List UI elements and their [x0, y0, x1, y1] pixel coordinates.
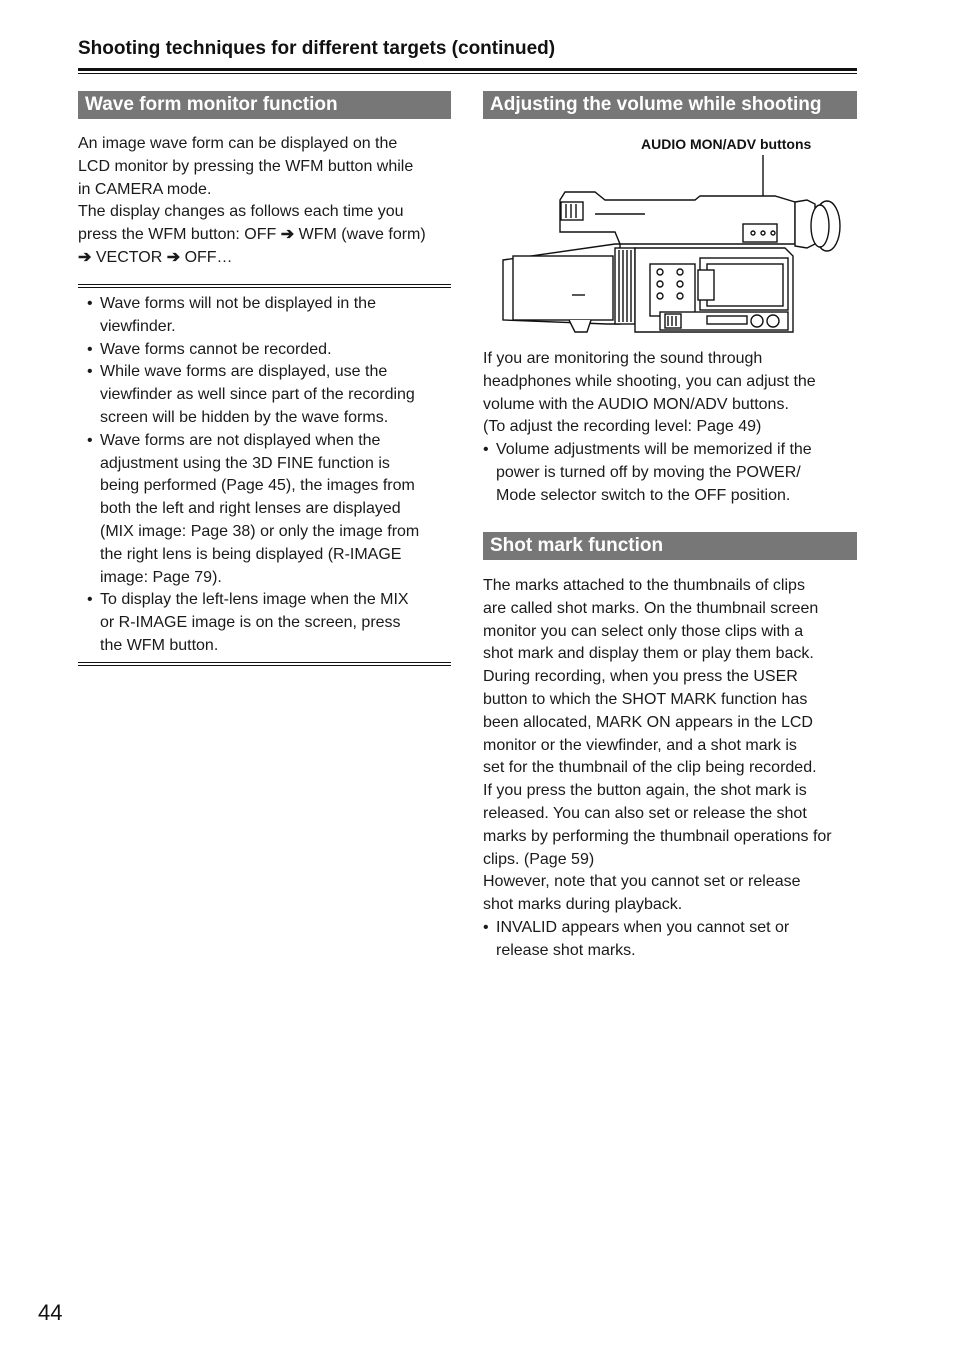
shot-mark-line: set for the thumbnail of the clip being recorded. [483, 759, 817, 777]
shot-mark-line: clips. (Page 59) [483, 850, 595, 868]
shot-mark-text [483, 575, 863, 917]
note-item [483, 439, 863, 507]
shot-mark-line: shot mark and display them or play them back. [483, 645, 814, 663]
note-line: adjustment using the 3D FINE function is [100, 454, 390, 472]
note-line: • Volume adjustments will be memorized if the [496, 441, 812, 458]
intro-line: The display changes as follows each time you [78, 203, 404, 221]
notes-top-rule [78, 284, 451, 285]
volume-line: headphones while shooting, you can adjust the [483, 372, 816, 390]
camcorder-illustration [495, 152, 845, 337]
shot-mark-line: If you press the button again, the shot mark is [483, 782, 807, 800]
note-line: power is turned off by moving the POWER/ [496, 463, 801, 481]
note-item [78, 293, 458, 339]
note-line: being performed (Page 45), the images from [100, 477, 415, 495]
note-line: or R-IMAGE image is on the screen, press [100, 614, 401, 632]
shot-mark-line: are called shot marks. On the thumbnail screen [483, 599, 819, 617]
intro-text: OFF… [184, 248, 233, 266]
note-item [78, 589, 458, 657]
intro-text: VECTOR [95, 248, 163, 266]
note-line: image: Page 79). [100, 568, 222, 586]
shot-mark-line: monitor you can select only those clips with a [483, 622, 804, 640]
volume-notes [483, 439, 863, 507]
page-header-title: Shooting techniques for different targets (continued) [78, 38, 556, 59]
section-title-volume: Adjusting the volume while shooting [483, 91, 857, 119]
note-item [483, 917, 863, 963]
intro-text: WFM (wave form) [298, 226, 426, 244]
shot-mark-line: The marks attached to the thumbnails of clips [483, 577, 805, 594]
arrow-right-icon: ➔ [78, 248, 92, 266]
wave-form-intro [78, 133, 458, 270]
page-number: 44 [38, 1300, 63, 1325]
note-item [78, 361, 458, 429]
header-rule-thin [78, 73, 857, 74]
volume-line: volume with the AUDIO MON/ADV buttons. [483, 395, 789, 413]
note-line: both the left and right lenses are displayed [100, 500, 401, 518]
note-line: • INVALID appears when you cannot set or [496, 919, 790, 936]
note-item [78, 339, 458, 362]
note-line: • Wave forms are not displayed when the [100, 431, 381, 449]
shot-mark-notes [483, 917, 863, 963]
volume-line: (To adjust the recording level: Page 49) [483, 418, 762, 436]
intro-line: An image wave form can be displayed on the [78, 135, 398, 152]
note-line: the right lens is being displayed (R-IMAGE [100, 545, 402, 563]
note-line: • Wave forms will not be displayed in the [100, 295, 376, 312]
volume-text [483, 348, 863, 439]
note-line: • To display the left-lens image when the MIX [100, 591, 409, 609]
intro-text: press the WFM button: OFF [78, 226, 277, 244]
note-line: viewfinder. [100, 317, 176, 335]
intro-line: in CAMERA mode. [78, 180, 212, 198]
note-line: the WFM button. [100, 636, 219, 654]
note-line: (MIX image: Page 38) or only the image from [100, 522, 420, 540]
shot-mark-line: marks by performing the thumbnail operations for [483, 827, 832, 845]
arrow-right-icon: ➔ [280, 226, 295, 244]
note-item [78, 430, 458, 590]
header-rule [78, 68, 857, 71]
note-line: screen will be hidden by the wave forms. [100, 408, 389, 426]
figure-label-audio-buttons: AUDIO MON/ADV buttons [641, 136, 812, 152]
notes-top-rule-2 [78, 287, 451, 288]
intro-line: LCD monitor by pressing the WFM button while [78, 157, 414, 175]
shot-mark-line: released. You can also set or release the shot [483, 804, 807, 822]
section-title-wave-form: Wave form monitor function [78, 91, 451, 119]
shot-mark-line: shot marks during playback. [483, 896, 683, 914]
arrow-right-icon: ➔ [166, 248, 181, 266]
section-title-shot-mark: Shot mark function [483, 532, 857, 560]
shot-mark-line: During recording, when you press the USER [483, 668, 798, 686]
note-line: Mode selector switch to the OFF position. [496, 486, 791, 504]
notes-bottom-rule [78, 662, 451, 663]
note-line: • Wave forms cannot be recorded. [100, 340, 332, 358]
note-line: viewfinder as well since part of the recording [100, 386, 415, 404]
note-line: release shot marks. [496, 941, 636, 959]
intro-line-sequence [78, 247, 458, 270]
note-line: • While wave forms are displayed, use the [100, 363, 388, 381]
shot-mark-line: button to which the SHOT MARK function has [483, 690, 808, 708]
volume-line: If you are monitoring the sound through [483, 350, 763, 367]
wave-form-notes [78, 293, 458, 658]
shot-mark-line: monitor or the viewfinder, and a shot mark is [483, 736, 797, 754]
shot-mark-line: been allocated, MARK ON appears in the LCD [483, 713, 813, 731]
notes-bottom-rule-2 [78, 665, 451, 666]
shot-mark-line: However, note that you cannot set or release [483, 873, 801, 891]
intro-line-sequence [78, 224, 458, 247]
